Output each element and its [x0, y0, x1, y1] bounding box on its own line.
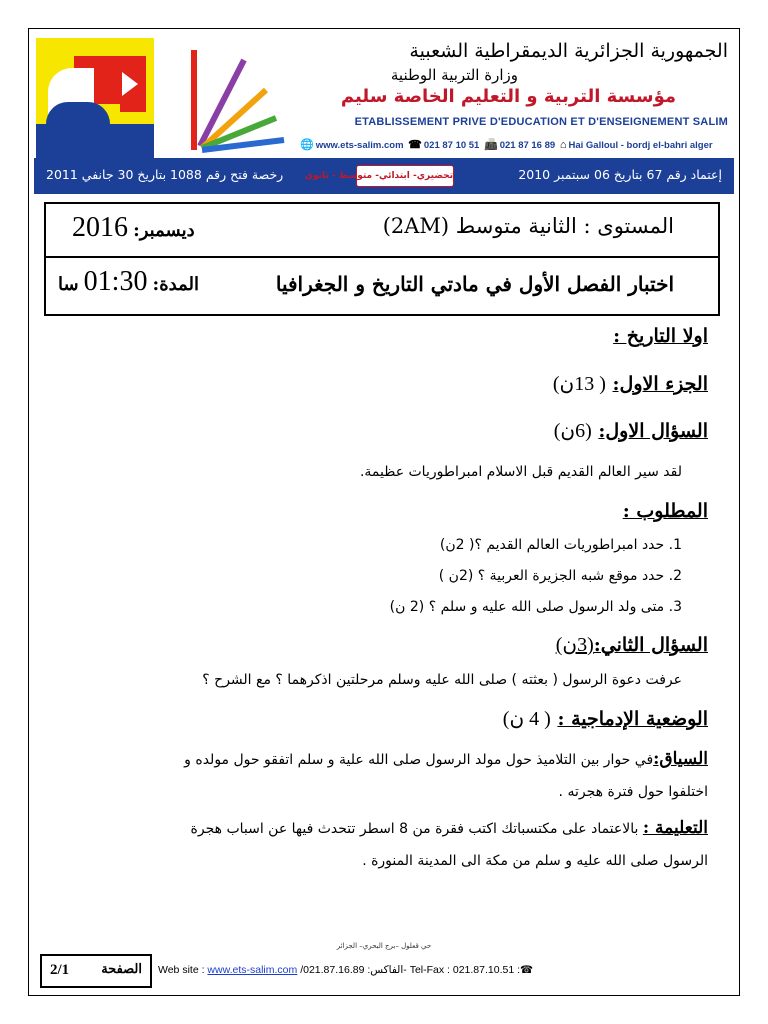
q1-points: (6ن)	[553, 420, 592, 442]
exam-title: اختبار الفصل الأول في مادتي التاريخ و الجغرافيا	[275, 272, 674, 296]
fax-icon: 📠	[484, 139, 498, 151]
globe-icon: 🌐	[300, 139, 314, 151]
website-link[interactable]: www.ets-salim.com	[207, 964, 298, 976]
q2-label: السؤال الثاني:	[593, 634, 708, 656]
duration-value: 01:30	[83, 266, 148, 297]
level-text: المستوى : الثانية متوسط (2AM)	[382, 214, 674, 238]
q1-heading	[554, 418, 708, 443]
integration-points: ( 4 ن)	[502, 708, 551, 730]
institution-title-fr: ETABLISSEMENT PRIVE D'EDUCATION ET D'ENSEIGNEMENT SALIM	[354, 116, 728, 128]
integration-heading	[503, 706, 708, 731]
q2-text: عرفت دعوة الرسول ( بعثته ) صلى الله عليه وسلم مرحلتين اذكرهما ؟ مع الشرح ؟	[202, 672, 682, 688]
levels-badge: تحضيري- ابتدائي- متوسط - ثانوي	[356, 165, 454, 187]
pencils-icon	[180, 42, 290, 152]
integration-label: الوضعية الإدماجية :	[557, 708, 708, 730]
accreditation-bar	[34, 158, 734, 194]
footer-contacts	[158, 964, 533, 976]
footer-phone-fax: /021.87.16.89 :الفاكس- Tel-Fax : 021.87.10.51 :	[297, 964, 521, 976]
date-year: 2016	[72, 212, 128, 243]
part1-heading	[553, 371, 708, 396]
list-item: 3. متى ولد الرسول صلى الله عليه و سلم ؟ (2 ن)	[389, 599, 682, 615]
page-label: الصفحة	[101, 962, 142, 977]
context-text: في حوار بين التلاميذ حول مولد الرسول صلى الله علية و سلم اتفقو حول مولده و	[184, 752, 654, 768]
exam-date	[72, 212, 195, 244]
contact-address: Hai Galloul - bordj el-bahri alger	[568, 140, 713, 151]
ministry-title: وزارة التربية الوطنية	[390, 66, 518, 84]
context-label: السياق:	[653, 749, 708, 769]
page-number: 2/1	[50, 962, 70, 978]
logo-text: ECOLE SALIM	[43, 136, 147, 153]
duration-label: المدة:	[152, 274, 199, 295]
instruction-label: التعليمة :	[642, 818, 708, 838]
exam-info-box	[44, 202, 720, 316]
contact-fax: 021 87 16 89	[499, 140, 556, 151]
phone-icon: ☎	[520, 964, 534, 976]
part1-points: ( 13ن)	[552, 373, 606, 395]
phone-icon: ☎	[408, 139, 422, 151]
contact-line	[298, 138, 713, 151]
date-label: ديسمبر:	[133, 220, 195, 241]
list-item: 2. حدد موقع شبه الجزيرة العربية ؟ (2ن )	[438, 568, 682, 584]
contact-website: www.ets-salim.com	[315, 140, 404, 151]
home-icon: ⌂	[559, 139, 567, 151]
section-title: اولا التاريخ :	[613, 325, 708, 347]
context-text-2: اختلفوا حول فترة هجرته .	[558, 784, 708, 800]
q1-label: السؤال الاول:	[598, 420, 708, 442]
republic-title: الجمهورية الجزائرية الديمقراطية الشعبية	[409, 40, 728, 62]
instruction-text: بالاعتماد على مكتسباتك اكتب فقرة من 8 اسطر تتحدث فيها عن اسباب هجرة	[190, 821, 643, 837]
contact-phone: 021 87 10 51	[423, 140, 480, 151]
duration-unit: سا	[58, 274, 79, 295]
web-prefix: Web site :	[158, 964, 208, 976]
q1-text: لقد سير العالم القديم قبل الاسلام امبراطوريات عظيمة.	[359, 464, 682, 480]
exam-duration	[58, 266, 199, 298]
institution-title: مؤسسة التربية و التعليم الخاصة سليم	[340, 86, 676, 107]
context-line	[184, 749, 708, 769]
accreditation-text: إعتماد رقم 67 بتاريخ 06 سبتمبر 2010	[518, 167, 722, 182]
required-label: المطلوب :	[622, 500, 708, 522]
q2-points: (3ن)	[555, 634, 594, 656]
instruction-text-2: الرسول صلى الله عليه و سلم من مكة الى المدينة المنورة .	[362, 853, 708, 869]
list-item: 1. حدد امبراطوريات العالم القديم ؟( 2ن)	[439, 537, 682, 553]
instruction-line	[191, 818, 708, 838]
license-text: رخصة فتح رقم 1088 بتاريخ 30 جانفي 2011	[46, 167, 284, 182]
footer-address: حي قعلول –برج البحري– الجزائر	[336, 942, 432, 950]
q2-heading	[556, 632, 708, 657]
part1-label: الجزء الاول:	[612, 373, 708, 395]
page-number-box	[40, 954, 152, 988]
